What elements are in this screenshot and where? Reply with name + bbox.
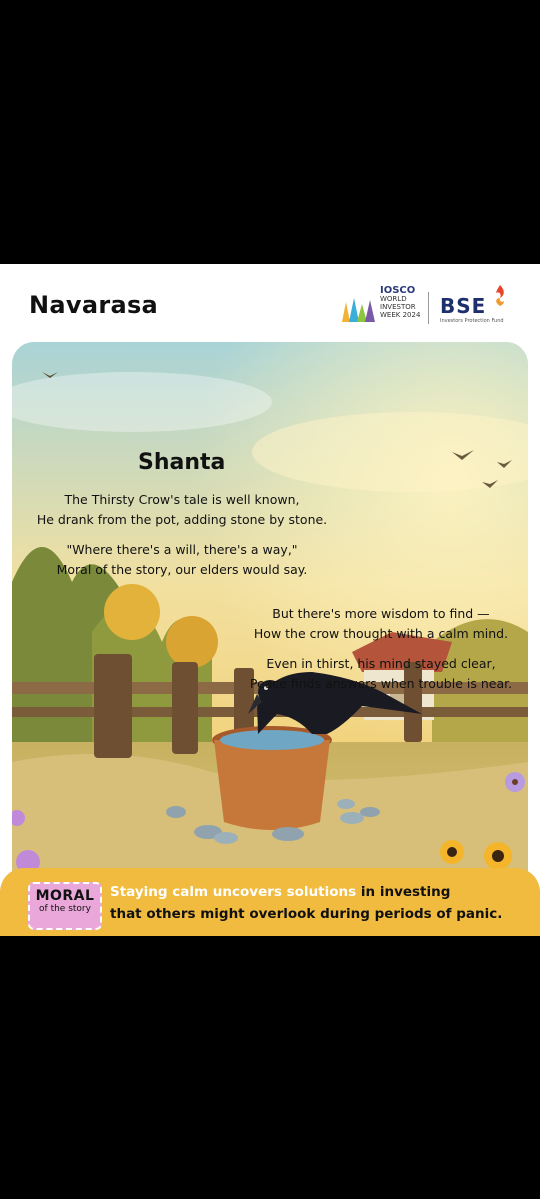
poem-stanza: "Where there's a will, there's a way," Moral of the story, our elders would say. — [56, 542, 308, 577]
moral-highlight: Staying calm uncovers solutions — [110, 884, 357, 900]
poem-block-left — [32, 490, 332, 590]
moral-line-1 — [110, 881, 530, 903]
story-card — [0, 264, 540, 936]
iosco-line: WEEK 2024 — [380, 311, 421, 319]
iosco-line: IOSCO — [380, 285, 416, 296]
moral-text — [110, 881, 530, 925]
iosco-wordmark — [380, 287, 420, 319]
iosco-logo-icon — [340, 292, 376, 324]
iosco-line: WORLD — [380, 295, 407, 303]
story-illustration — [12, 342, 528, 882]
header — [0, 264, 540, 350]
bse-flame-icon — [492, 284, 508, 306]
moral-badge-subtitle: of the story — [39, 904, 91, 914]
logo-divider — [428, 292, 429, 324]
poem-stanza: The Thirsty Crow's tale is well known, He drank from the pot, adding stone by stone. — [36, 492, 328, 527]
bse-subtitle: Investors Protection Fund — [440, 318, 504, 324]
moral-banner — [0, 868, 540, 936]
poem-stanza: Even in thirst, his mind stayed clear, Peace finds answers when trouble is near. — [249, 656, 513, 691]
moral-rest: in investing — [356, 884, 451, 900]
poem-title: Shanta — [138, 450, 226, 475]
moral-badge-title: MORAL — [35, 888, 95, 904]
iosco-line: INVESTOR — [380, 303, 416, 311]
moral-badge — [28, 882, 102, 930]
poem-block-right — [240, 604, 522, 704]
page-title: Navarasa — [29, 291, 159, 319]
moral-line-2: that others might overlook during periods of panic. — [110, 906, 503, 922]
bse-logo: BSE — [440, 294, 487, 318]
partner-logos — [340, 284, 520, 328]
poem-stanza: But there's more wisdom to find — How the crow thought with a calm mind. — [253, 606, 509, 641]
